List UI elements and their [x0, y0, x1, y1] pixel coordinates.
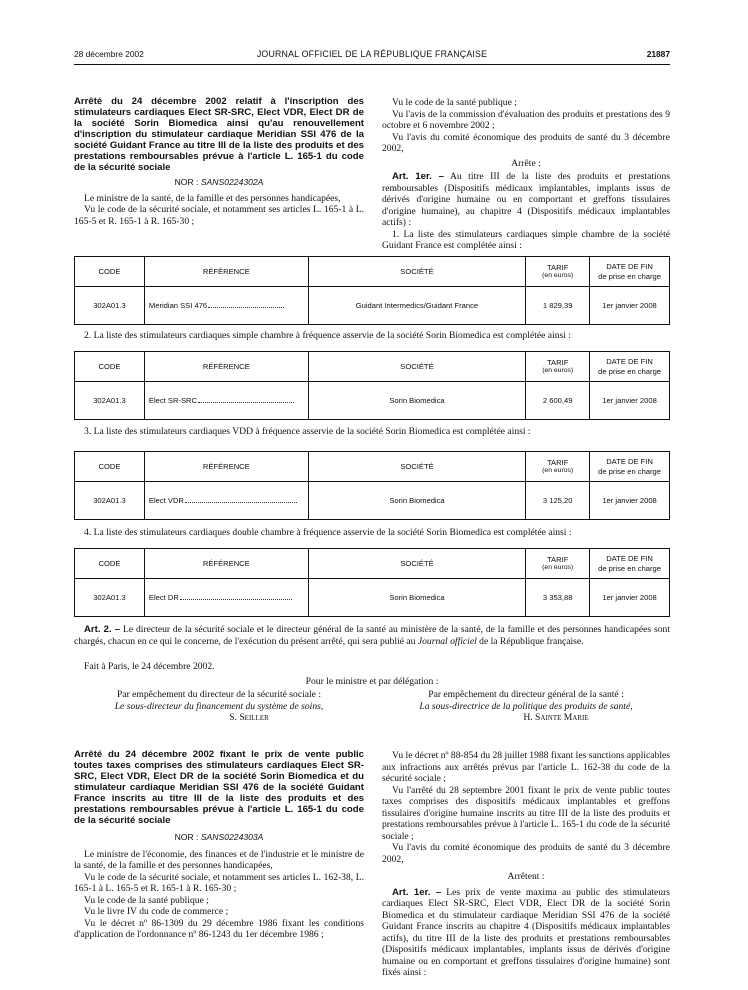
col-societe: SOCIÉTÉ [308, 352, 526, 382]
arrete1-item2: 2. La liste des stimulateurs cardiaques simple chambre à fréquence asservie de la société Sorin Biomedica est complétée ainsi : [84, 330, 571, 341]
cell-code: 302A01.3 [75, 382, 145, 420]
arrete1-arrete: Arrête : [511, 157, 541, 169]
header-page-number: 21887 [646, 49, 670, 59]
arrete2-vu-commerce: Vu le livre IV du code de commerce ; [84, 906, 229, 918]
col-reference: RÉFÉRENCE [144, 352, 308, 382]
col-date-fin: DATE DE FIN de prise en charge [590, 352, 670, 382]
table-row [75, 382, 670, 420]
tarif-table-3 [74, 451, 670, 520]
cell-date: 1er janvier 2008 [590, 382, 670, 420]
cell-code: 302A01.3 [75, 287, 145, 325]
arrete1-fait: Fait à Paris, le 24 décembre 2002. [84, 661, 215, 672]
arrete1-art2: Art. 2. – Le directeur de la sécurité sociale et le directeur général de la santé au ministère de la santé, de la famille et des personnes handicapées sont chargés, chacun en ce qui le concerne, de l'exécution du présent arrêté, qui sera publié au Journal officiel de la République française. [74, 624, 670, 647]
arrete1-vu-commission: Vu l'avis de la commission d'évaluation des produits et prestations des 9 octobre et 6 novembre 2002 ; [382, 108, 670, 131]
arrete2-vu-csp: Vu le code de la santé publique ; [84, 894, 209, 906]
cell-tarif: 3 353,88 [526, 579, 590, 617]
col-date-fin: DATE DE FIN de prise en charge [590, 452, 670, 482]
signature-right-title: La sous-directrice de la politique des produits de santé, [419, 700, 633, 712]
arrete1-nor: NOR : SANS0224302A [174, 177, 264, 188]
header-journal-title: JOURNAL OFFICIEL DE LA RÉPUBLIQUE FRANÇAISE [256, 49, 488, 59]
arrete1-item4: 4. La liste des stimulateurs cardiaques double chambre à fréquence asservie de la société Sorin Biomedica est complétée ainsi : [84, 527, 572, 538]
arrete1-pour: Pour le ministre et par délégation : [305, 676, 439, 687]
header-rule [74, 64, 670, 65]
arrete1-minister: Le ministre de la santé, de la famille et des personnes handicapées, [84, 192, 341, 204]
arrete2-title: Arrêté du 24 décembre 2002 fixant le prix de vente public toutes taxes comprises des stimulateurs cardiaques Elect SR-SRC, Elect VDR, Elect DR de la société Sorin Biomedica et du stimulateur cardiaque Meridian SSI 476 de la société Guidant France inscrits au titre III de la liste des produits et des prestations remboursables prévue à l'article L. 165-1 du code de la sécurité sociale [74, 749, 364, 826]
arrete2-right-column [382, 750, 670, 979]
cell-societe: Guidant Intermedics/Guidant France [308, 287, 526, 325]
arrete2-nor: NOR : SANS0224303A [174, 832, 264, 843]
cell-tarif: 3 125,20 [526, 482, 590, 520]
arrete2-art1: Art. 1er. – Les prix de vente maxima au public des stimulateurs cardiaques Elect SR-SRC, Elect VDR, Elect DR de la société Sorin Biomedica et du stimulateur cardiaque Meridian SSI 476 de la société Guidant France inscrits au chapitre 4 (Dispositifs médicaux implantables actifs), du titre III de la liste des produits et prestations remboursables (Dispositifs médicaux implantables, implants issus de dérivés d'origine humaine ou en comportant et greffons tissulaires d'origine humaine) sont fixés ainsi : [382, 886, 670, 978]
cell-date: 1er janvier 2008 [590, 579, 670, 617]
signature-left-title: Le sous-directeur du financement du système de soins, [114, 700, 324, 712]
signature-left-line1: Par empêchement du directeur de la sécurité sociale : [116, 689, 322, 700]
page-header [74, 49, 670, 61]
cell-societe: Sorin Biomedica [308, 579, 525, 617]
cell-reference: Elect SR-SRC [144, 382, 308, 420]
col-reference: RÉFÉRENCE [144, 257, 308, 287]
col-date-fin: DATE DE FIN de prise en charge [590, 257, 670, 287]
arrete2-ministers: Le ministre de l'économie, des finances et de l'industrie et le ministre de la santé, de la famille et des personnes handicapées, [74, 848, 364, 872]
arrete1-left-column [74, 97, 364, 227]
signature-left-name: S. Seiller [229, 712, 269, 723]
signature-right-name: H. Sainte Marie [523, 712, 589, 723]
cell-date: 1er janvier 2008 [590, 287, 670, 325]
tarif-table-2 [74, 351, 670, 420]
tarif-table-1 [74, 256, 670, 325]
table-row [75, 287, 670, 325]
col-tarif: TARIF (en euros) [526, 352, 590, 382]
col-societe: SOCIÉTÉ [308, 549, 525, 579]
cell-societe: Sorin Biomedica [308, 482, 525, 520]
arrete2-arretent: Arrêtent : [507, 871, 545, 882]
col-code: CODE [75, 352, 145, 382]
arrete2-vu-css: Vu le code de la sécurité sociale, et notamment ses articles L. 162-38, L. 165-1 à L. 165-5 et R. 165-1 à R. 165-30 ; [74, 871, 364, 895]
signature-right-line1: Par empêchement du directeur général de la santé : [428, 689, 624, 700]
col-societe: SOCIÉTÉ [308, 257, 526, 287]
col-code: CODE [75, 257, 145, 287]
tarif-table-4 [74, 548, 670, 617]
table-header-row [75, 352, 670, 382]
cell-code: 302A01.3 [75, 579, 145, 617]
cell-reference: Elect DR [144, 579, 308, 617]
arrete1-title: Arrêté du 24 décembre 2002 relatif à l'inscription des stimulateurs cardiaques Elect SR-SRC, Elect VDR, Elect DR de la société Sorin Biomedica ainsi qu'au renouvellement d'inscription du stimulateur cardiaque Meridian SSI 476 de la société Guidant France au titre III de la liste des produits et des prestations remboursables prévue à l'article L. 165-1 du code de la sécurité sociale [74, 96, 364, 173]
table-row [75, 579, 670, 617]
table-header-row [75, 549, 670, 579]
cell-tarif: 2 600,49 [526, 382, 590, 420]
arrete2-vu-comite: Vu l'avis du comité économique des produits de santé du 3 décembre 2002, [382, 842, 670, 865]
arrete2-left-column [74, 750, 364, 941]
cell-societe: Sorin Biomedica [308, 382, 526, 420]
arrete2-vu-decret-88: Vu le décret nº 88-854 du 28 juillet 1988 fixant les sanctions applicables aux infractions aux arrêtés prévus par l'article L. 162-38 du code de la sécurité sociale ; [382, 750, 670, 784]
arrete1-art1: Art. 1er. – Au titre III de la liste des produits et prestations remboursables (Dispositifs médicaux implantables, implants issus de dérivés d'origine humaine ou en comportant et greffons tissulaires d'origine humaine), au chapitre 4 (Dispositifs médicaux implantables actifs) : [382, 171, 670, 228]
col-societe: SOCIÉTÉ [308, 452, 525, 482]
col-tarif: TARIF (en euros) [526, 549, 590, 579]
table-header-row [75, 257, 670, 287]
arrete1-item3: 3. La liste des stimulateurs cardiaques VDD à fréquence asservie de la société Sorin Biomedica est complétée ainsi : [84, 426, 531, 437]
cell-reference: Elect VDR [144, 482, 308, 520]
signature-right [382, 689, 670, 724]
table-row [75, 482, 670, 520]
col-date-fin: DATE DE FIN de prise en charge [590, 549, 670, 579]
cell-date: 1er janvier 2008 [590, 482, 670, 520]
arrete1-vu-comite: Vu l'avis du comité économique des produits de santé du 3 décembre 2002, [382, 131, 670, 154]
table-header-row [75, 452, 670, 482]
col-reference: RÉFÉRENCE [144, 452, 308, 482]
col-tarif: TARIF (en euros) [526, 257, 590, 287]
col-reference: RÉFÉRENCE [144, 549, 308, 579]
arrete1-item1: 1. La liste des stimulateurs cardiaques simple chambre de la société Guidant France est complétée ainsi : [382, 228, 670, 251]
col-tarif: TARIF (en euros) [526, 452, 590, 482]
arrete2-vu-arrete-2001: Vu l'arrêté du 28 septembre 2001 fixant le prix de vente public toutes taxes comprises des dispositifs médicaux implantables et greffons tissulaires d'origine humaine inscrits au titre III de la liste des produits et prestations remboursables prévue à l'article L. 165-1 du code de la sécurité sociale ; [382, 784, 670, 842]
signature-left [74, 689, 364, 724]
header-date: 28 décembre 2002 [74, 49, 144, 59]
arrete1-vu-css: Vu le code de la sécurité sociale, et notamment ses articles L. 165-1 à L. 165-5 et R. 165-1 à R. 165-30 ; [74, 204, 364, 227]
col-code: CODE [75, 549, 145, 579]
arrete1-vu-csp: Vu le code de la santé publique ; [392, 97, 517, 108]
arrete2-vu-decret-86: Vu le décret nº 86-1309 du 29 décembre 1986 fixant les conditions d'application de l'ordonnance nº 86-1243 du 1er décembre 1986 ; [74, 917, 364, 941]
cell-reference: Meridian SSI 476 [144, 287, 308, 325]
cell-tarif: 1 829,39 [526, 287, 590, 325]
col-code: CODE [75, 452, 145, 482]
cell-code: 302A01.3 [75, 482, 145, 520]
arrete1-right-column [382, 97, 670, 252]
